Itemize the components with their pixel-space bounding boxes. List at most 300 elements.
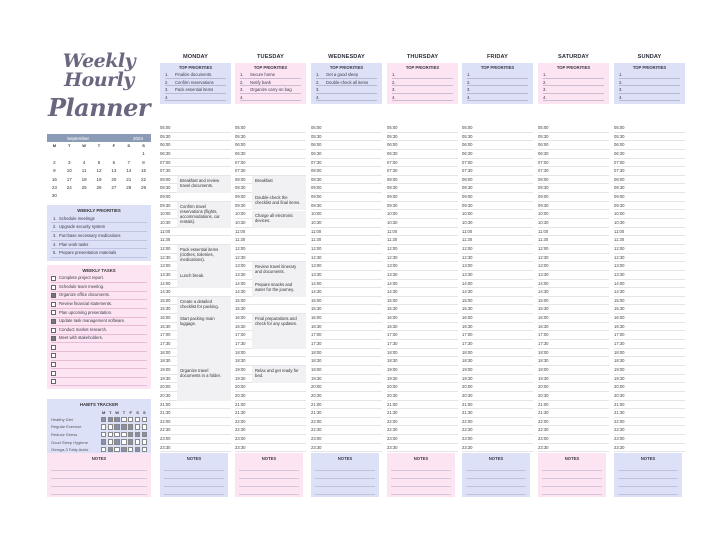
time-slot[interactable] [311, 150, 382, 159]
time-slot[interactable] [311, 159, 382, 168]
time-slot[interactable] [538, 288, 609, 297]
task-checkbox[interactable] [51, 345, 56, 350]
time-slot[interactable] [614, 331, 685, 340]
time-slot[interactable] [614, 141, 685, 150]
habit-checkbox[interactable] [121, 417, 126, 422]
task-checkbox[interactable] [51, 276, 56, 281]
time-slot[interactable] [462, 392, 533, 401]
calendar-day[interactable]: 9 [53, 168, 56, 174]
schedule-event[interactable]: Breakfast [252, 176, 306, 193]
time-slot[interactable] [311, 219, 382, 228]
schedule-event[interactable]: Double-check the checklist and final items. [252, 193, 306, 210]
time-slot[interactable] [462, 219, 533, 228]
calendar-day[interactable]: 3 [68, 159, 71, 165]
time-slot[interactable] [311, 184, 382, 193]
time-slot[interactable] [614, 262, 685, 271]
time-slot[interactable] [462, 418, 533, 427]
calendar-day[interactable]: 13 [111, 168, 117, 174]
time-slot[interactable] [387, 280, 458, 289]
time-slot[interactable] [160, 193, 231, 202]
time-slot[interactable] [538, 392, 609, 401]
time-slot[interactable] [311, 392, 382, 401]
habit-checkbox[interactable] [108, 432, 113, 437]
time-slot[interactable] [387, 401, 458, 410]
schedule-event[interactable]: Review travel itinerary and documents. [252, 262, 306, 279]
time-slot[interactable] [538, 236, 609, 245]
time-slot[interactable] [462, 331, 533, 340]
habit-checkbox[interactable] [128, 432, 133, 437]
time-slot[interactable] [614, 409, 685, 418]
time-slot[interactable] [462, 133, 533, 142]
schedule-event[interactable]: Confirm travel reservations (flights, accommodations, car rentals). [177, 202, 231, 228]
time-slot[interactable] [462, 202, 533, 211]
calendar-day[interactable]: 11 [81, 168, 87, 174]
time-slot[interactable] [160, 401, 231, 410]
time-slot[interactable] [311, 193, 382, 202]
time-slot[interactable] [160, 133, 231, 142]
time-slot[interactable] [235, 401, 306, 410]
top-priority-item[interactable] [467, 94, 528, 102]
time-slot[interactable] [538, 159, 609, 168]
task-checkbox[interactable] [51, 328, 56, 333]
time-slot[interactable] [614, 297, 685, 306]
time-slot[interactable] [462, 184, 533, 193]
time-slot[interactable] [538, 124, 609, 133]
time-slot[interactable] [614, 444, 685, 453]
time-slot[interactable] [614, 357, 685, 366]
time-slot[interactable] [538, 184, 609, 193]
time-slot[interactable] [614, 236, 685, 245]
habit-checkbox[interactable] [121, 447, 126, 452]
time-slot[interactable] [538, 210, 609, 219]
time-slot[interactable] [614, 280, 685, 289]
time-slot[interactable] [235, 133, 306, 142]
time-slot[interactable] [462, 141, 533, 150]
time-slot[interactable] [462, 435, 533, 444]
time-slot[interactable] [311, 271, 382, 280]
habit-checkbox[interactable] [135, 417, 140, 422]
time-slot[interactable] [614, 392, 685, 401]
schedule-event[interactable]: Create a detailed checklist for packing. [177, 297, 231, 314]
time-slot[interactable] [538, 435, 609, 444]
calendar-day[interactable]: 5 [97, 159, 101, 165]
time-slot[interactable] [387, 409, 458, 418]
calendar-day[interactable]: 1 [142, 151, 145, 157]
top-priority-item[interactable] [316, 86, 377, 94]
time-slot[interactable] [462, 167, 533, 176]
time-slot[interactable] [311, 236, 382, 245]
time-slot[interactable] [538, 357, 609, 366]
top-priority-item[interactable] [619, 94, 680, 102]
time-slot[interactable] [387, 262, 458, 271]
top-priority-item[interactable] [619, 86, 680, 94]
time-slot[interactable] [538, 254, 609, 263]
notes-box[interactable] [235, 453, 303, 497]
time-slot[interactable] [614, 418, 685, 427]
top-priority-item[interactable] [316, 94, 377, 102]
notes-box[interactable] [311, 453, 379, 497]
task-checkbox[interactable] [51, 379, 56, 384]
calendar-day[interactable]: 22 [141, 176, 147, 182]
time-slot[interactable] [235, 150, 306, 159]
habit-checkbox[interactable] [108, 424, 113, 429]
time-slot[interactable] [387, 159, 458, 168]
time-slot[interactable] [538, 444, 609, 453]
habit-checkbox[interactable] [135, 432, 140, 437]
top-priority-item[interactable] [543, 79, 604, 87]
time-slot[interactable] [311, 409, 382, 418]
time-slot[interactable] [387, 124, 458, 133]
time-slot[interactable] [387, 383, 458, 392]
time-slot[interactable] [538, 349, 609, 358]
time-slot[interactable] [614, 245, 685, 254]
time-slot[interactable] [462, 254, 533, 263]
habit-checkbox[interactable] [101, 447, 106, 452]
time-slot[interactable] [387, 254, 458, 263]
calendar-day[interactable]: 30 [51, 193, 57, 199]
time-slot[interactable] [462, 262, 533, 271]
time-slot[interactable] [387, 349, 458, 358]
time-slot[interactable] [387, 426, 458, 435]
top-priority-item[interactable] [392, 94, 453, 102]
top-priority-item[interactable] [543, 71, 604, 79]
calendar-day[interactable]: 15 [141, 168, 147, 174]
time-slot[interactable] [614, 159, 685, 168]
habit-checkbox[interactable] [128, 424, 133, 429]
time-slot[interactable] [311, 141, 382, 150]
habit-checkbox[interactable] [108, 439, 113, 444]
time-slot[interactable] [538, 331, 609, 340]
time-slot[interactable] [387, 288, 458, 297]
calendar-day[interactable]: 14 [126, 168, 132, 174]
top-priority-item[interactable] [543, 94, 604, 102]
notes-box[interactable] [462, 453, 530, 497]
habit-checkbox[interactable] [114, 432, 119, 437]
time-slot[interactable] [311, 228, 382, 237]
habit-checkbox[interactable] [114, 439, 119, 444]
notes-box[interactable] [614, 453, 682, 497]
time-slot[interactable] [160, 426, 231, 435]
time-slot[interactable] [235, 141, 306, 150]
time-slot[interactable] [538, 193, 609, 202]
time-slot[interactable] [387, 167, 458, 176]
time-slot[interactable] [614, 167, 685, 176]
time-slot[interactable] [387, 357, 458, 366]
time-slot[interactable] [235, 392, 306, 401]
time-slot[interactable] [387, 444, 458, 453]
calendar-day[interactable]: 28 [126, 184, 132, 190]
top-priority-item[interactable] [165, 71, 226, 79]
top-priority-item[interactable] [240, 79, 301, 87]
time-slot[interactable] [538, 426, 609, 435]
time-slot[interactable] [614, 210, 685, 219]
time-slot[interactable] [160, 159, 231, 168]
time-slot[interactable] [614, 228, 685, 237]
time-slot[interactable] [462, 366, 533, 375]
habit-checkbox[interactable] [142, 447, 147, 452]
time-slot[interactable] [462, 210, 533, 219]
time-slot[interactable] [387, 202, 458, 211]
time-slot[interactable] [311, 297, 382, 306]
time-slot[interactable] [462, 401, 533, 410]
time-slot[interactable] [387, 305, 458, 314]
time-slot[interactable] [462, 357, 533, 366]
time-slot[interactable] [311, 401, 382, 410]
time-slot[interactable] [538, 150, 609, 159]
task-checkbox[interactable] [51, 362, 56, 367]
time-slot[interactable] [311, 435, 382, 444]
time-slot[interactable] [311, 167, 382, 176]
time-slot[interactable] [160, 409, 231, 418]
time-slot[interactable] [387, 435, 458, 444]
time-slot[interactable] [538, 383, 609, 392]
time-slot[interactable] [311, 288, 382, 297]
habit-checkbox[interactable] [128, 417, 133, 422]
time-slot[interactable] [538, 228, 609, 237]
task-checkbox[interactable] [51, 285, 56, 290]
time-slot[interactable] [462, 228, 533, 237]
schedule-event[interactable]: Start packing main luggage. [177, 314, 231, 366]
top-priority-item[interactable] [467, 71, 528, 79]
time-slot[interactable] [538, 133, 609, 142]
time-slot[interactable] [462, 176, 533, 185]
time-slot[interactable] [387, 297, 458, 306]
time-slot[interactable] [462, 340, 533, 349]
top-priority-item[interactable] [467, 86, 528, 94]
time-slot[interactable] [462, 159, 533, 168]
time-slot[interactable] [387, 133, 458, 142]
calendar-day[interactable]: 29 [141, 184, 147, 190]
time-slot[interactable] [387, 210, 458, 219]
time-slot[interactable] [311, 280, 382, 289]
time-slot[interactable] [235, 357, 306, 366]
time-slot[interactable] [614, 193, 685, 202]
time-slot[interactable] [387, 366, 458, 375]
task-checkbox[interactable] [51, 302, 56, 307]
time-slot[interactable] [462, 383, 533, 392]
time-slot[interactable] [387, 314, 458, 323]
top-priority-item[interactable] [165, 94, 226, 102]
time-slot[interactable] [538, 271, 609, 280]
habit-checkbox[interactable] [101, 432, 106, 437]
calendar-day[interactable]: 19 [96, 176, 102, 182]
time-slot[interactable] [462, 375, 533, 384]
habit-checkbox[interactable] [128, 447, 133, 452]
notes-box[interactable] [387, 453, 455, 497]
calendar-day[interactable]: 24 [66, 184, 72, 190]
time-slot[interactable] [538, 202, 609, 211]
time-slot[interactable] [311, 254, 382, 263]
time-slot[interactable] [462, 314, 533, 323]
top-priority-item[interactable] [316, 79, 377, 87]
time-slot[interactable] [235, 124, 306, 133]
time-slot[interactable] [235, 426, 306, 435]
time-slot[interactable] [538, 141, 609, 150]
top-priority-item[interactable] [619, 71, 680, 79]
top-priority-item[interactable] [165, 79, 226, 87]
time-slot[interactable] [311, 245, 382, 254]
time-slot[interactable] [311, 262, 382, 271]
top-priority-item[interactable] [392, 79, 453, 87]
calendar-day[interactable]: 21 [126, 176, 132, 182]
time-slot[interactable] [235, 435, 306, 444]
calendar-day[interactable]: 10 [66, 168, 72, 174]
time-slot[interactable] [311, 366, 382, 375]
time-slot[interactable] [387, 323, 458, 332]
time-slot[interactable] [235, 228, 306, 237]
top-priority-item[interactable] [392, 86, 453, 94]
time-slot[interactable] [160, 435, 231, 444]
time-slot[interactable] [538, 245, 609, 254]
habit-checkbox[interactable] [121, 432, 126, 437]
habit-checkbox[interactable] [101, 417, 106, 422]
task-checkbox[interactable] [51, 336, 56, 341]
time-slot[interactable] [462, 297, 533, 306]
time-slot[interactable] [387, 340, 458, 349]
time-slot[interactable] [614, 383, 685, 392]
time-slot[interactable] [614, 349, 685, 358]
schedule-event[interactable]: Breakfast and review travel documents. [177, 176, 231, 193]
time-slot[interactable] [614, 426, 685, 435]
time-slot[interactable] [311, 133, 382, 142]
task-checkbox[interactable] [51, 319, 56, 324]
time-slot[interactable] [235, 418, 306, 427]
time-slot[interactable] [311, 383, 382, 392]
time-slot[interactable] [462, 193, 533, 202]
notes-box[interactable] [538, 453, 606, 497]
time-slot[interactable] [235, 297, 306, 306]
time-slot[interactable] [462, 426, 533, 435]
time-slot[interactable] [538, 167, 609, 176]
habit-checkbox[interactable] [142, 439, 147, 444]
habit-checkbox[interactable] [114, 417, 119, 422]
time-slot[interactable] [614, 366, 685, 375]
time-slot[interactable] [160, 124, 231, 133]
top-priority-item[interactable] [240, 71, 301, 79]
time-slot[interactable] [462, 236, 533, 245]
time-slot[interactable] [387, 331, 458, 340]
time-slot[interactable] [614, 133, 685, 142]
calendar-day[interactable]: 26 [96, 184, 102, 190]
top-priority-item[interactable] [619, 79, 680, 87]
time-slot[interactable] [538, 305, 609, 314]
time-slot[interactable] [614, 124, 685, 133]
habit-checkbox[interactable] [101, 439, 106, 444]
time-slot[interactable] [462, 288, 533, 297]
time-slot[interactable] [614, 271, 685, 280]
schedule-event[interactable]: Organize travel documents in a folder. [177, 366, 231, 401]
time-slot[interactable] [462, 305, 533, 314]
time-slot[interactable] [387, 418, 458, 427]
calendar-day[interactable]: 7 [127, 159, 130, 165]
habit-checkbox[interactable] [121, 424, 126, 429]
time-slot[interactable] [387, 245, 458, 254]
habit-checkbox[interactable] [142, 424, 147, 429]
time-slot[interactable] [462, 150, 533, 159]
time-slot[interactable] [538, 280, 609, 289]
time-slot[interactable] [538, 366, 609, 375]
calendar-day[interactable]: 18 [81, 176, 87, 182]
time-slot[interactable] [311, 176, 382, 185]
time-slot[interactable] [387, 176, 458, 185]
time-slot[interactable] [387, 228, 458, 237]
task-checkbox[interactable] [51, 371, 56, 376]
schedule-event[interactable]: Relax and get ready for bed. [252, 366, 306, 383]
habit-checkbox[interactable] [142, 432, 147, 437]
time-slot[interactable] [462, 280, 533, 289]
calendar-day[interactable]: 12 [96, 168, 102, 174]
habit-checkbox[interactable] [108, 447, 113, 452]
top-priority-item[interactable] [165, 86, 226, 94]
task-checkbox[interactable] [51, 353, 56, 358]
calendar-day[interactable]: 20 [111, 176, 117, 182]
time-slot[interactable] [311, 124, 382, 133]
time-slot[interactable] [311, 210, 382, 219]
time-slot[interactable] [538, 297, 609, 306]
time-slot[interactable] [614, 305, 685, 314]
time-slot[interactable] [235, 236, 306, 245]
top-priority-item[interactable] [543, 86, 604, 94]
time-slot[interactable] [538, 340, 609, 349]
habit-checkbox[interactable] [135, 447, 140, 452]
time-slot[interactable] [160, 288, 231, 297]
time-slot[interactable] [311, 323, 382, 332]
time-slot[interactable] [387, 193, 458, 202]
calendar-day[interactable]: 27 [111, 184, 117, 190]
time-slot[interactable] [160, 236, 231, 245]
time-slot[interactable] [160, 228, 231, 237]
habit-checkbox[interactable] [121, 439, 126, 444]
time-slot[interactable] [614, 375, 685, 384]
time-slot[interactable] [387, 184, 458, 193]
schedule-event[interactable]: Charge all electronic devices. [252, 211, 306, 228]
time-slot[interactable] [614, 219, 685, 228]
time-slot[interactable] [235, 383, 306, 392]
time-slot[interactable] [235, 409, 306, 418]
top-priority-item[interactable] [240, 86, 301, 94]
time-slot[interactable] [614, 323, 685, 332]
time-slot[interactable] [538, 262, 609, 271]
time-slot[interactable] [311, 375, 382, 384]
calendar-day[interactable]: 4 [82, 159, 86, 165]
time-slot[interactable] [311, 349, 382, 358]
schedule-event[interactable]: Lunch break. [177, 271, 231, 288]
calendar-day[interactable]: 17 [66, 176, 72, 182]
schedule-event[interactable]: Final preparations and check for any updates. [252, 314, 306, 349]
time-slot[interactable] [538, 314, 609, 323]
time-slot[interactable] [462, 124, 533, 133]
habit-checkbox[interactable] [101, 424, 106, 429]
time-slot[interactable] [387, 150, 458, 159]
schedule-event[interactable]: Prepare snacks and water for the journey. [252, 280, 306, 297]
calendar-day[interactable]: 23 [51, 184, 57, 190]
top-priority-item[interactable] [240, 94, 301, 102]
time-slot[interactable] [311, 314, 382, 323]
time-slot[interactable] [311, 305, 382, 314]
task-checkbox[interactable] [51, 310, 56, 315]
time-slot[interactable] [614, 401, 685, 410]
time-slot[interactable] [160, 167, 231, 176]
habit-checkbox[interactable] [114, 424, 119, 429]
top-priority-item[interactable] [316, 71, 377, 79]
habit-checkbox[interactable] [135, 424, 140, 429]
calendar-day[interactable]: 25 [81, 184, 87, 190]
time-slot[interactable] [235, 159, 306, 168]
time-slot[interactable] [387, 236, 458, 245]
time-slot[interactable] [614, 202, 685, 211]
time-slot[interactable] [614, 254, 685, 263]
time-slot[interactable] [614, 150, 685, 159]
